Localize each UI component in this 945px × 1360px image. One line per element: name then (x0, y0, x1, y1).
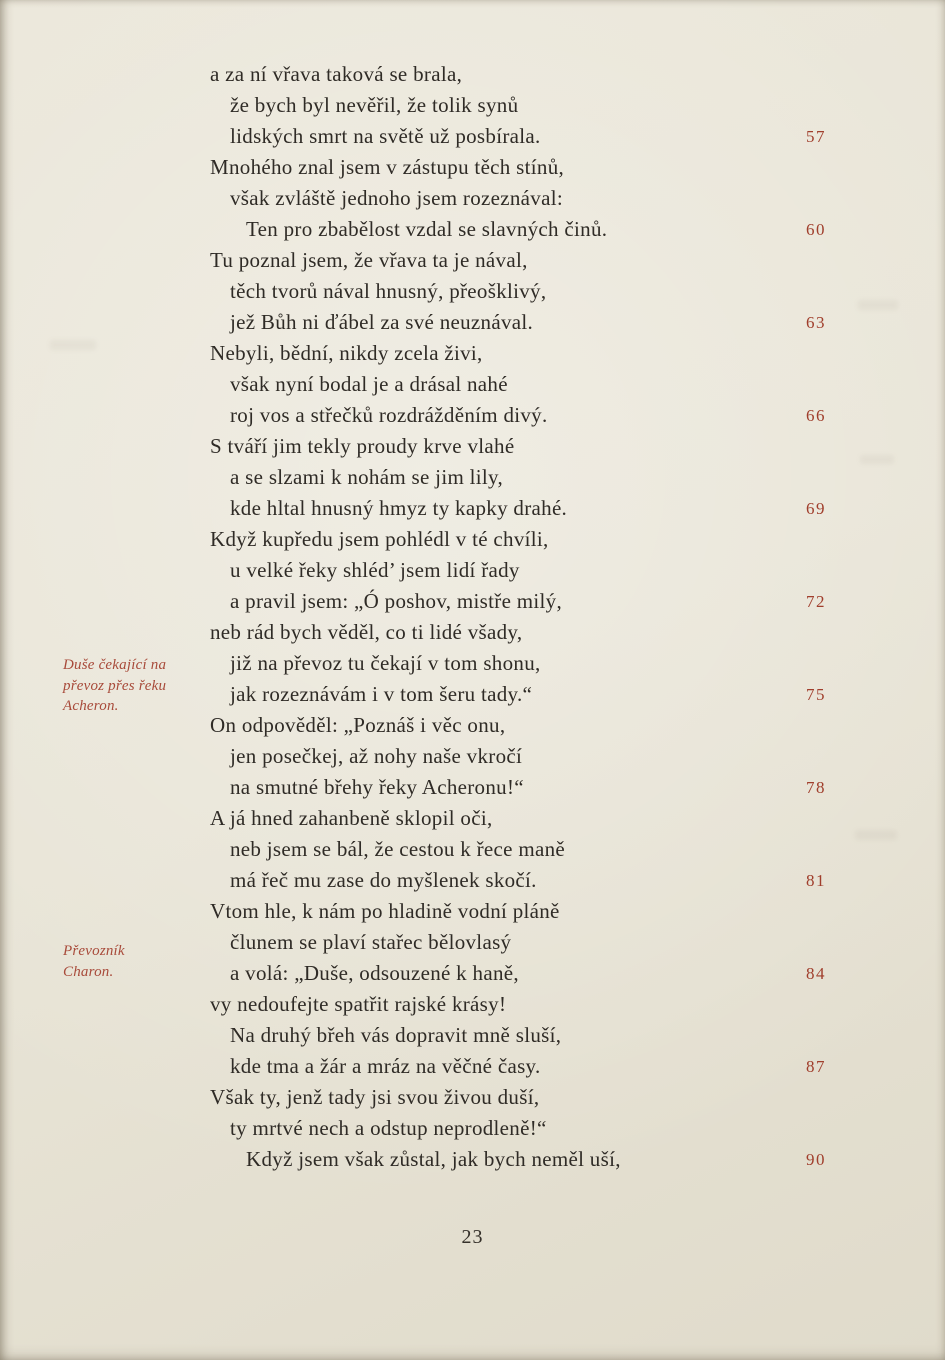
margin-note-line: Charon. (63, 963, 114, 980)
verse-line (0, 741, 945, 772)
verse-text: člunem se plaví stařec bělovlasý (230, 930, 512, 954)
verse-text: kde hltal hnusný hmyz ty kapky drahé. (230, 496, 568, 520)
verse-text: ty mrtvé nech a odstup neprodleně!“ (230, 1116, 547, 1140)
verse-line (0, 462, 945, 493)
verse-text: jež Bůh ni ďábel za své neuznával. (230, 310, 534, 334)
verse-text: že bych byl nevěřil, že tolik synů (230, 93, 519, 117)
margin-note-line: převoz přes řeku (63, 677, 167, 694)
verse-text: na smutné břehy řeky Acheronu!“ (230, 775, 524, 799)
verse-line (0, 927, 945, 958)
verse-text: kde tma a žár a mráz na věčné časy. (230, 1054, 541, 1078)
verse-text: však zvláště jednoho jsem rozeznával: (230, 186, 563, 210)
verse-text: a za ní vřava taková se brala, (210, 62, 463, 86)
margin-note-line: Acheron. (63, 698, 119, 714)
verse-line (0, 958, 945, 989)
verse-line (0, 803, 945, 834)
verse-text: roj vos a střečků rozdrážděním divý. (230, 403, 548, 427)
verse-line-number: 63 (806, 313, 826, 332)
verse-line-number: 75 (806, 685, 826, 704)
verse-text: však nyní bodal je a drásal nahé (230, 372, 508, 396)
verse-line (0, 245, 945, 276)
verse-text: Nebyli, bědní, nikdy zcela živi, (210, 341, 483, 365)
verse-line-number: 87 (806, 1057, 826, 1076)
verse-line (0, 1113, 945, 1144)
verse-text: A já hned zahanbeně sklopil oči, (210, 806, 493, 830)
verse-text: lidských smrt na světě už posbírala. (230, 124, 541, 148)
verse-line-number: 66 (806, 406, 826, 425)
verse-text: Vtom hle, k nám po hladině vodní pláně (210, 899, 560, 923)
verse-line (0, 431, 945, 462)
verse-text: těch tvorů nával hnusný, přeošklivý, (230, 279, 547, 303)
verse-line-number: 60 (806, 220, 826, 239)
verse-line (0, 524, 945, 555)
verse-line (0, 183, 945, 214)
verse-line (0, 1144, 945, 1175)
verse-text: a pravil jsem: „Ó poshov, mistře milý, (230, 589, 562, 613)
verse-line-number: 90 (806, 1150, 826, 1169)
verse-line (0, 834, 945, 865)
verse-text: On odpověděl: „Poznáš i věc onu, (210, 713, 506, 737)
verse-text: S tváří jim tekly proudy krve vlahé (210, 434, 515, 458)
verse-text: neb jsem se bál, že cestou k řece maně (230, 837, 566, 861)
verse-line (0, 617, 945, 648)
verse-text: Však ty, jenž tady jsi svou živou duší, (210, 1085, 540, 1109)
verse-text: již na převoz tu čekají v tom shonu, (230, 651, 541, 675)
verse-line (0, 307, 945, 338)
verse-line (0, 679, 945, 710)
margin-note-line: Převozník (63, 943, 125, 959)
verse-line (0, 896, 945, 927)
verse-text: Když kupředu jsem pohlédl v té chvíli, (210, 527, 549, 551)
verse-line (0, 276, 945, 307)
verse-text: Na druhý břeh vás dopravit mně sluší, (230, 1023, 562, 1047)
verse-text: vy nedoufejte spatřit rajské krásy! (210, 992, 507, 1016)
verse-line (0, 338, 945, 369)
verse-line (0, 1020, 945, 1051)
verse-line (0, 648, 945, 679)
verse-line-number: 57 (806, 127, 826, 146)
verse-text: jak rozeznávám i v tom šeru tady.“ (230, 682, 533, 706)
verse-line-number: 84 (806, 964, 826, 983)
verse-line-number: 81 (806, 871, 826, 890)
verse-line (0, 710, 945, 741)
verse-line (0, 369, 945, 400)
verse-line (0, 90, 945, 121)
verse-text: u velké řeky shléd’ jsem lidí řady (230, 558, 520, 582)
page-number: 23 (461, 1226, 484, 1248)
verse-text: Když jsem však zůstal, jak bych neměl uší, (246, 1147, 621, 1171)
verse-line-number: 72 (806, 592, 826, 611)
verse-line (0, 152, 945, 183)
verse-text: Mnohého znal jsem v zástupu těch stínů, (210, 155, 565, 179)
verse-line (0, 772, 945, 803)
verse-text: Tu poznal jsem, že vřava ta je nával, (210, 248, 528, 272)
verse-text: a se slzami k nohám se jim lily, (230, 465, 504, 489)
verse-line-number: 78 (806, 778, 826, 797)
verse-text: neb rád bych věděl, co ti lidé všady, (210, 620, 523, 644)
verse-line (0, 1082, 945, 1113)
verse-line (0, 555, 945, 586)
margin-note-line: Duše čekající na (63, 657, 167, 673)
verse-line (0, 59, 945, 90)
verse-line (0, 865, 945, 896)
poem (0, 59, 945, 1175)
verse-line (0, 493, 945, 524)
verse-line (0, 586, 945, 617)
verse-line (0, 121, 945, 152)
verse-text: Ten pro zbabělost vzdal se slavných činů. (246, 217, 608, 241)
verse-text: má řeč mu zase do myšlenek skočí. (230, 868, 537, 892)
verse-line-number: 69 (806, 499, 826, 518)
verse-text: a volá: „Duše, odsouzené k haně, (230, 961, 519, 985)
verse-line (0, 400, 945, 431)
verse-text: jen posečkej, až nohy naše vkročí (230, 744, 523, 768)
verse-line (0, 1051, 945, 1082)
verse-line (0, 214, 945, 245)
verse-line (0, 989, 945, 1020)
